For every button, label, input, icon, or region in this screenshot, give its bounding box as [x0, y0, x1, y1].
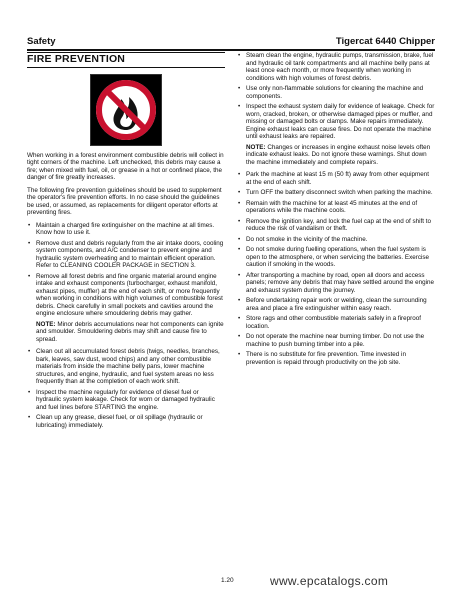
list-item: • Before undertaking repair work or welding, clean the surrounding area and place a fire extinguisher within easy reach. [237, 297, 435, 312]
note-text: Minor debris accumulations near hot components can ignite and smoulder. Smouldering debris may shift and cause fire to spread. [36, 320, 224, 343]
right-column [237, 52, 435, 369]
list-item: • Inspect the exhaust system daily for evidence of leakage. Check for worn, cracked, broken, or otherwise damaged pipes or muffler, and missing or damaged bolts or clamps. Make repairs immediately. Engine exhaust leaks can cause fires. Do not operate the machine until exhaust leaks are repaired. [237, 103, 435, 141]
list-item: • Do not operate the machine near burning timber. Do not use the machine to push burning timber into a pile. [237, 333, 435, 348]
list-item: • After transporting a machine by road, open all doors and access panels; remove any debris that may have settled around the engine and exhaust system during the journey. [237, 272, 435, 295]
list-item: • Remove dust and debris regularly from the air intake doors, cooling system components, and A/C condenser to prevent engine and hydraulic system overheating and to maintain efficient operation. Refer to CLEANING COOLER PACKAGE in SECTION 3. [27, 240, 225, 270]
list-item: • There is no substitute for fire prevention. Time invested in prevention is repaid through productivity on the job site. [237, 351, 435, 366]
note-text: Changes or increases in engine exhaust noise levels often indicate exhaust leaks. Do not ignore these warnings. Shut down the machine immediately and complete repairs. [246, 143, 431, 166]
section-title: FIRE PREVENTION [27, 52, 225, 68]
list-item: • Park the machine at least 15 m (50 ft) away from other equipment at the end of each shift. [237, 171, 435, 186]
no-open-flame-icon [90, 74, 162, 146]
list-item: • Do not smoke in the vicinity of the machine. [237, 236, 435, 244]
list-item: • Remove all forest debris and fine organic material around engine intake and exhaust components (turbocharger, exhaust manifold, exhaust pipes, muffler) at the end of each shift, or more frequently when working in conditions with high volumes of combustible forest debris. Check carefully in small pockets and cavities around the engine enclosure where smouldering debris may gather. [27, 273, 225, 318]
header-product: Tigercat 6440 Chipper [335, 36, 435, 47]
list-item: • Use only non-flammable solutions for cleaning the machine and components. [237, 85, 435, 100]
intro-paragraph-2: The following fire prevention guidelines should be used to supplement the operator's fire prevention efforts. In no case should the guidelines be used, or assumed, as replacements for diligent operator efforts at preventing fires. [27, 186, 222, 216]
left-bullet-list-2 [27, 348, 225, 429]
list-item: • Clean out all accumulated forest debris (twigs, needles, branches, bark, leaves, saw dust, wood chips) and any other combustible materials from inside the machine belly pans, lower machine structures, and engine, hydraulic, and fuel system areas no less frequently than at the completion of each work shift. [27, 348, 225, 386]
list-item: • Remove the ignition key, and lock the fuel cap at the end of shift to reduce the risk of vandalism or theft. [237, 218, 435, 233]
left-column [27, 52, 225, 432]
note-label: NOTE: [246, 143, 266, 151]
left-note [27, 321, 225, 344]
list-item: • Store rags and other combustible materials safely in a fireproof location. [237, 315, 435, 330]
header-rule [27, 49, 435, 51]
right-bullet-list [237, 52, 435, 141]
watermark: www.epcatalogs.com [270, 574, 389, 588]
header-section: Safety [27, 36, 56, 47]
list-item: • Maintain a charged fire extinguisher on the machine at all times. Know how to use it. [27, 222, 225, 237]
list-item: • Turn OFF the battery disconnect switch when parking the machine. [237, 189, 435, 197]
list-item: • Remain with the machine for at least 45 minutes at the end of operations while the machine cools. [237, 200, 435, 215]
list-item: • Do not smoke during fuelling operations, when the fuel system is open to the atmosphere, or when servicing the batteries. Exercise caution if smoking in the woods. [237, 246, 435, 269]
list-item: • Clean up any grease, diesel fuel, or oil spillage (hydraulic or lubricating) immediately. [27, 414, 225, 429]
page-number: 1.20 [221, 577, 234, 584]
list-item: • Steam clean the engine, hydraulic pumps, transmission, brake, fuel and hydraulic oil tank compartments and all machine belly pans at least once each month, or more frequently when working in conditions with high volumes of forest debris. [237, 52, 435, 82]
right-note [237, 144, 435, 167]
left-bullet-list [27, 222, 225, 318]
intro-paragraph-1: When working in a forest environment combustible debris will collect in tight corners of the machine. Left unchecked, this debris may cause a fire; when mixed with fuel, oil, or grease in a hot or confined place, the danger of fire greatly increases. [27, 151, 224, 181]
right-bullet-list-2 [237, 171, 435, 366]
note-label: NOTE: [36, 320, 56, 328]
list-item: • Inspect the machine regularly for evidence of diesel fuel or hydraulic system leakage. Check for worn or damaged hydraulic and fuel lines before STARTING the engine. [27, 389, 225, 412]
